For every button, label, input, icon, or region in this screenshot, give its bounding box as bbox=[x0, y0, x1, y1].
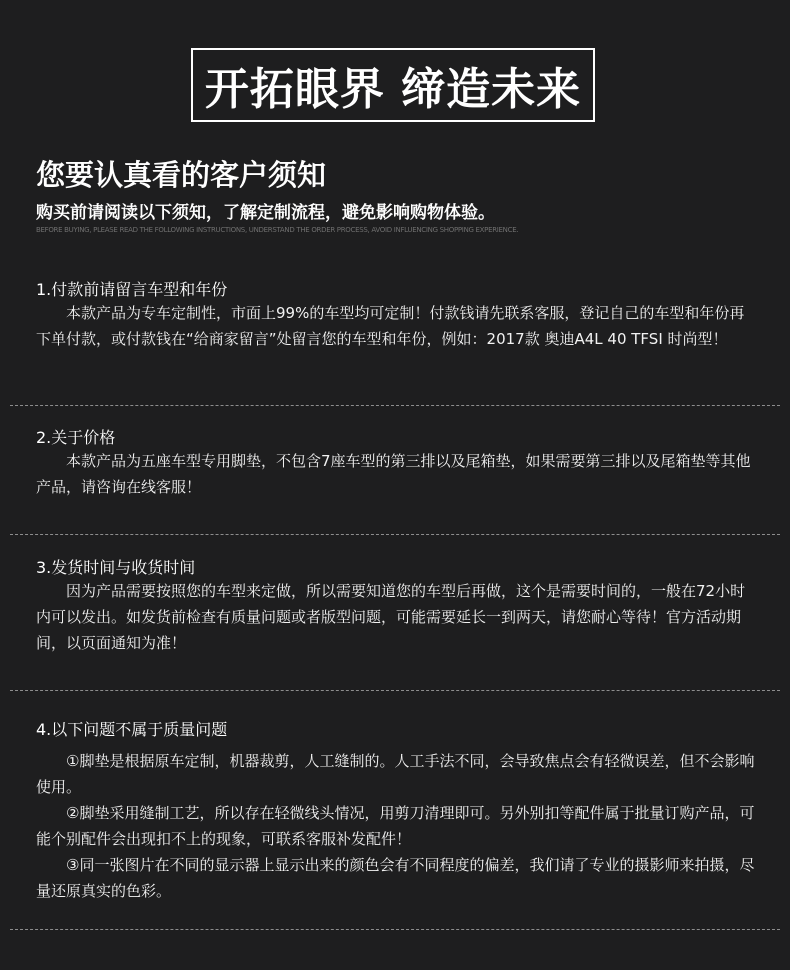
section-body: 本款产品为专车定制性，市面上99%的车型均可定制！付款钱请先联系客服，登记自己的车型和年份再下单付款，或付款钱在“给商家留言”处留言您的车型和年份，例如：2017款 奥迪A4L 40 TFSI 时尚型！ bbox=[36, 304, 745, 348]
list-item: ①脚垫是根据原车定制，机器裁剪，人工缝制的。人工手法不同，会导致焦点会有轻微误差，但不会影响使用。 bbox=[36, 752, 755, 796]
section-title: 3.发货时间与收货时间 bbox=[36, 558, 196, 577]
notice-subheading: 购买前请阅读以下须知，了解定制流程，避免影响购物体验。 bbox=[36, 203, 495, 223]
banner-title: 开拓眼界 缔造未来 bbox=[204, 64, 582, 115]
dashed-divider bbox=[10, 534, 780, 535]
notice-heading: 您要认真看的客户须知 bbox=[36, 158, 327, 192]
section-title: 4.以下问题不属于质量问题 bbox=[36, 720, 228, 739]
section-title: 2.关于价格 bbox=[36, 428, 116, 447]
quality-list bbox=[36, 748, 758, 904]
banner-frame bbox=[191, 48, 595, 122]
dashed-divider bbox=[10, 405, 780, 406]
section-quality bbox=[36, 717, 758, 904]
list-item: ③同一张图片在不同的显示器上显示出来的颜色会有不同程度的偏差，我们请了专业的摄影师来拍摄，尽量还原真实的色彩。 bbox=[36, 856, 755, 900]
dashed-divider bbox=[10, 929, 780, 930]
notice-english-caption: BEFORE BUYING, PLEASE READ THE FOLLOWING INSTRUCTIONS, UNDERSTAND THE ORDER PROCESS, AVOID INFLUENCING SHOPPING EXPERIENCE. bbox=[36, 226, 519, 234]
section-body: 因为产品需要按照您的车型来定做，所以需要知道您的车型后再做，这个是需要时间的，一般在72小时内可以发出。如发货前检查有质量问题或者版型问题，可能需要延长一到两天，请您耐心等待！官方活动期间，以页面通知为准！ bbox=[36, 582, 746, 652]
dashed-divider bbox=[10, 690, 780, 691]
section-payment bbox=[36, 277, 758, 352]
list-item: ②脚垫采用缝制工艺，所以存在轻微线头情况，用剪刀清理即可。另外别扣等配件属于批量订购产品，可能个别配件会出现扣不上的现象，可联系客服补发配件！ bbox=[36, 804, 755, 848]
section-body: 本款产品为五座车型专用脚垫，不包含7座车型的第三排以及尾箱垫，如果需要第三排以及尾箱垫等其他产品，请咨询在线客服！ bbox=[36, 452, 751, 496]
section-shipping bbox=[36, 555, 758, 656]
section-price bbox=[36, 425, 758, 500]
section-title: 1.付款前请留言车型和年份 bbox=[36, 280, 228, 299]
